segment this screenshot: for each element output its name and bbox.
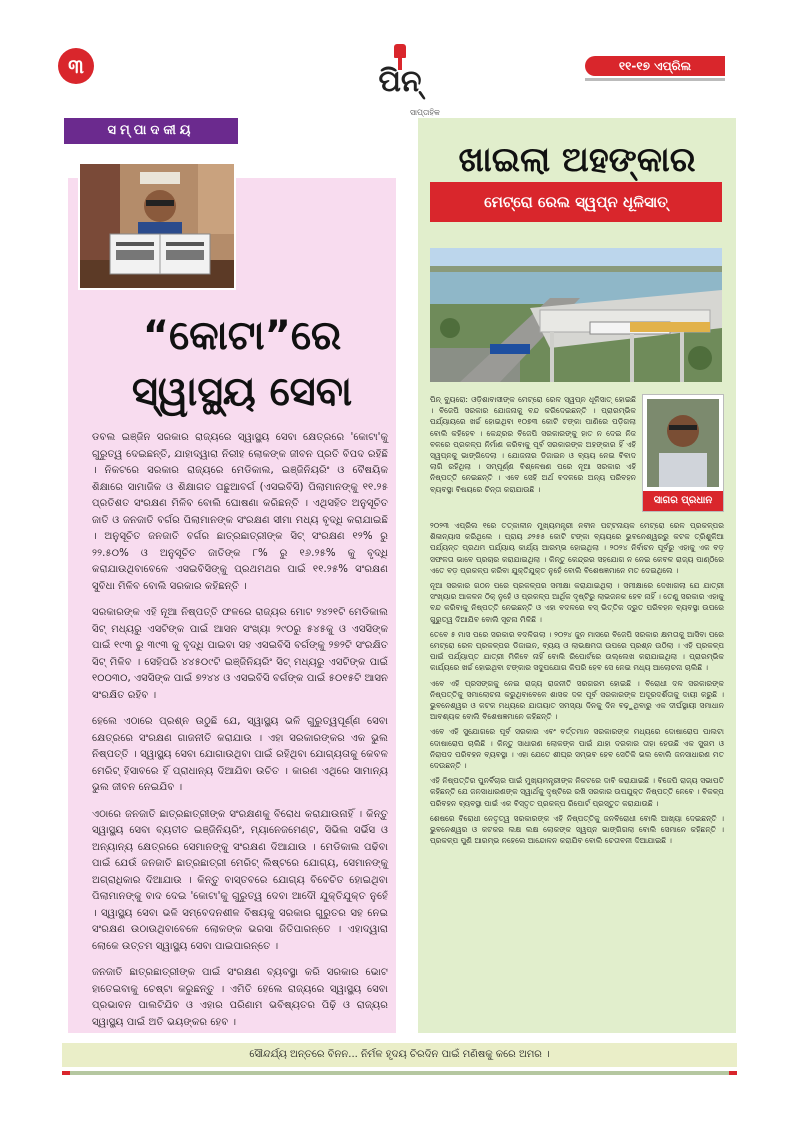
news-subheadline: ମେଟ୍ରୋ ରେଲ ସ୍ୱପ୍ନ ଧୂଳିସାତ୍ [430,182,722,222]
editorial-headline-line-1: “କୋଟା”ରେ [142,313,342,359]
news-paragraph: ଏହି ନିଷ୍ପତ୍ତିର ପୁନର୍ବିଚାର ପାଇଁ ମୁଖ୍ୟମନ୍ତ୍ରୀଙ୍କ ନିକଟରେ ଦାବି କରାଯାଇଛି । ବିଜେପି ରାଜ୍ୟ ସଭାପତି କହିଛନ୍ତି ଯେ ଜନସାଧାରଣଙ୍କ ସ୍ୱାର୍ଥକୁ ଦୃଷ୍ଟିରେ ରଖି ସରକାର ଉପଯୁକ୍ତ ନିଷ୍ପତ୍ତି ନେବେ । ବିକଳ୍ପ ପରିବହନ ବ୍ୟବସ୍ଥା ପାଇଁ ଏକ ବିସ୍ତୃତ ପ୍ରକଳ୍ପ ରିପୋର୍ଟ ପ୍ରସ୍ତୁତ କରାଯାଉଛି । [430,776,724,808]
news-column [418,118,736,1033]
editor-photo [78,162,236,290]
logo-subtitle: ସାପ୍ତାହିକ [410,108,440,117]
metro-photo [430,248,722,382]
news-paragraph: ୨୦୨୩ ଏପ୍ରିଲ ୧ରେ ତତ୍କାଳୀନ ମୁଖ୍ୟମନ୍ତ୍ରୀ ନବୀନ ପଟ୍ଟନାୟକ ମେଟ୍ରୋ ରେଳ ପ୍ରକଳ୍ପର ଶିଳାନ୍ୟାସ କରିଥିଲେ । ପ୍ରାୟ ୬୨୫୫ କୋଟି ଟଙ୍କା ବ୍ୟୟରେ ଭୁବନେଶ୍ୱରରୁ କଟକ ତ୍ରିଶୁଳିଆ ପର୍ଯ୍ୟନ୍ତ ପ୍ରଥମ ପର୍ଯ୍ୟାୟ କାର୍ଯ୍ୟ ଆରମ୍ଭ ହୋଇଥିଲା । ୨୦୨୪ ନିର୍ବାଚନ ପୂର୍ବରୁ ଏହାକୁ ଏକ ବଡ଼ ସଫଳତା ଭାବେ ପ୍ରଚାର କରାଯାଇଥିଲା । କିନ୍ତୁ କେନ୍ଦ୍ରର ସହଯୋଗ ନ ନେଇ କେବଳ ରାଜ୍ୟ ପାଣ୍ଠିରେ ଏତେ ବଡ଼ ପ୍ରକଳ୍ପ କରିବା ଯୁକ୍ତିଯୁକ୍ତ ନୁହେଁ ବୋଲି ବିଶେଷଜ୍ଞମାନେ ମତ ଦେଇଥିଲେ । [430,521,724,575]
news-paragraph: ଏବେ ଏହି ସୁଯୋଗରେ ପୂର୍ବ ସରକାର ଏବଂ ବର୍ତ୍ତମାନ ସରକାରଙ୍କ ମଧ୍ୟରେ ଦୋଷାରୋପ ପାଲଟା ଦୋଷାରୋପ ଚାଲିଛି । କିନ୍ତୁ ସାଧାରଣ ଲୋକଙ୍କ ପାଇଁ ଯାହା ଦରକାର ତାହା ହେଉଛି ଏକ ସୁଗମ ଓ ନିରାପଦ ପରିବହନ ବ୍ୟବସ୍ଥା । ଏହା ଯେତେ ଶୀଘ୍ର ସମ୍ଭବ ହେବ ସେତିକି ଭଲ ବୋଲି ଜନସାଧାରଣ ମତ ଦେଉଛନ୍ତି । [430,727,724,771]
reporter-name: ସାଗର ପ୍ରଧାନ [643,491,723,511]
editorial-paragraph: ସରକାରଙ୍କ ଏହି ନୂଆ ନିଷ୍ପତ୍ତି ଫଳରେ ରାଜ୍ୟର ମୋଟ ୨୪୨୧ଟି ମେଡିକାଲ ସିଟ୍ ମଧ୍ୟରୁ ଏସଟିଙ୍କ ପାଇଁ ଆସନ ସଂଖ୍ୟା ୨୯୦ରୁ ୫୪୫କୁ ଓ ଏସସିଙ୍କ ପାଇଁ ୧୯୩ ରୁ ୩୯୩ କୁ ବୃଦ୍ଧି ପାଇବା ସହ ଏସଇବିସି ବର୍ଗଙ୍କୁ ୨୭୨ଟି ସଂରକ୍ଷିତ ସିଟ୍ ମିଳିବ । ସେହିପରି ୪୪୫୦୯ଟି ଇଞ୍ଜିନିୟରିଂ ସିଟ୍ ମଧ୍ୟରୁ ଏସଟିଙ୍କ ପାଇଁ ୧୦୦୩୦, ଏସସିଙ୍କ ପାଇଁ ୭୨୪୪ ଓ ଏସଇବିସି ବର୍ଗଙ୍କ ପାଇଁ ୫୦୧୫ଟି ଆସନ ସଂରକ୍ଷିତ ରହିବ । [92,607,388,701]
news-headline: ଖାଇଲା ଅହଙ୍କାର [458,140,696,180]
editorial-paragraph: ଏଠାରେ ଜନଜାତି ଛାତ୍ରଛାତ୍ରୀଙ୍କ ସଂରକ୍ଷଣକୁ ବିରୋଧ କରାଯାଉନାହିଁ । କିନ୍ତୁ ସ୍ୱାସ୍ଥ୍ୟ ସେବା ବ୍ୟତୀତ ଇଞ୍ଜିନିୟରିଂ, ମ୍ୟାନେଜମେଣ୍ଟ, ସିଭିଲ ସର୍ଭିସ ଓ ଅନ୍ୟାନ୍ୟ କ୍ଷେତ୍ରରେ ସେମାନଙ୍କୁ ସଂରକ୍ଷଣ ଦିଆଯାଉ । ମେଡିକାଲ ପଢିବା ପାଇଁ ଯେଉଁ ଜନଜାତି ଛାତ୍ରଛାତ୍ରୀ ମେରିଟ୍ ଲିଷ୍ଟରେ ଯୋଗ୍ୟ, ସେମାନଙ୍କୁ ଅଗ୍ରାଧିକାର ଦିଆଯାଉ । କିନ୍ତୁ ବାସ୍ତବରେ ଯୋଗ୍ୟ ବିବେଚିତ ହୋଇଥିବା ପିଲାମାନଙ୍କୁ ବାଦ ଦେଇ 'କୋଟା'କୁ ଗୁରୁତ୍ୱ ଦେବା ଆଦୌ ଯୁକ୍ତିଯୁକ୍ତ ନୁହେଁ । ସ୍ୱାସ୍ଥ୍ୟ ସେବା ଭଳି ସମ୍ବେଦନଶୀଳ ବିଷୟକୁ ସରକାର ଗୁରୁତର ସହ ନେଇ ସଂରକ୍ଷଣ ଉଠାଉଥିବାବେଳେ ଲୋକଙ୍କ ଭରସା ଜିତିପାରନ୍ତେ । ଏହାଦ୍ୱାରା ଲୋକେ ଉତ୍ତମ ସ୍ୱାସ୍ଥ୍ୟ ସେବା ପାଇପାରନ୍ତେ । [92,808,388,952]
footer-rule-accent-right [729,1071,737,1075]
editorial-headline [88,308,396,420]
page-number: ୩ [58,48,94,84]
footer-tagline: ସୌନ୍ଦର୍ଯ୍ୟ ଅନ୍ତରେ ବିନନ... ନିର୍ମଳ ହୃଦୟ ଚିରଦିନ ପାଇଁ ମଣିଷକୁ କରେ ଅମର । [62,1043,737,1067]
news-intro [430,394,636,495]
date-rule [585,78,725,81]
footer-rule [62,1071,737,1075]
footer-rule-accent-left [62,1071,70,1075]
section-tab: ସମ୍ପାଦକୀୟ [64,118,238,144]
editorial-body [92,430,388,1041]
editorial-paragraph: ହେଲେ ଏଠାରେ ପ୍ରଶ୍ନ ଉଠୁଛି ଯେ, ସ୍ୱାସ୍ଥ୍ୟ ଭଳି ଗୁରୁତ୍ୱପୂର୍ଣ୍ଣ ସେବା କ୍ଷେତ୍ରରେ ସଂରକ୍ଷଣ ଗାଜନୀତି କରାଯାଉ । ଏହା ସରକାରଙ୍କର ଏକ ଭୁଲ ନିଷ୍ପତ୍ତି । ସ୍ୱାସ୍ଥ୍ୟ ସେବା ଯୋଗାଉଥିବା ପାଇଁ ରହିଥିବା ଯୋଗ୍ୟତାକୁ କେବଳ ମେରିଟ୍ ହିସାବରେ ହିଁ ପ୍ରାଧାନ୍ୟ ଦିଆଯିବା ଉଚିତ । କାରଣ ଏଥିରେ ସାମାନ୍ୟ ଭୁଲ ଜୀବନ ନେଇଯିବ । [92,716,388,793]
editorial-column [58,118,396,1033]
reporter-photo [647,399,719,487]
issue-date: ୧୧-୧୭ ଏପ୍ରିଲ [585,56,725,76]
news-paragraph: ତେବେ ୫ ମାସ ପରେ ସରକାର ବଦଳିଗଲା । ୨୦୨୪ ଜୁନ ମାସରେ ବିଜେପି ସରକାର କ୍ଷମତାକୁ ଆସିବା ପରେ ମେଟ୍ରୋ ରେଳ ପ୍ରକଳ୍ପର ଡିଜାଇନ, ବ୍ୟୟ ଓ ଲାଭକ୍ଷମତା ଉପରେ ପ୍ରଶ୍ନ ଉଠିଲା । ଏହି ପ୍ରକଳ୍ପ ପାଇଁ ପର୍ଯ୍ୟାପ୍ତ ଯାତ୍ରୀ ମିଳିବେ ନାହିଁ ବୋଲି ରିପୋର୍ଟରେ ଉଲ୍ଲେଖ କରାଯାଇଥିଲା । ପ୍ରାରମ୍ଭିକ କାର୍ଯ୍ୟରେ ଖର୍ଚ୍ଚ ହୋଇଥିବା ଟଙ୍କାର ସଦୁପଯୋଗ କିପରି ହେବ ସେ ନେଇ ମଧ୍ୟ ଆଲୋଚନା ଚାଲିଛି । [430,629,724,673]
editorial-paragraph: ଡବଲ ଇଞ୍ଜିନ ସରକାର ରାଜ୍ୟରେ ସ୍ୱାସ୍ଥ୍ୟ ସେବା କ୍ଷେତ୍ରରେ 'କୋଟା'କୁ ଗୁରୁତ୍ୱ ଦେଇଛନ୍ତି, ଯାହାଦ୍ୱାରା ନିରୀହ ଲୋକଙ୍କ ଜୀବନ ପ୍ରତି ବିପଦ ରହିଛି । ନିକଟରେ ସରକାର ରାଜ୍ୟରେ ମେଡିକାଲ, ଇଞ୍ଜିନିୟରିଂ ଓ ବୈଷୟିକ ଶିକ୍ଷାରେ ସାମାଜିକ ଓ ଶିକ୍ଷାଗତ ପଛୁଆବର୍ଗ (ଏସଇବିସି) ପିଲାମାନଙ୍କୁ ୧୧.୨୫ ପ୍ରତିଶତ ସଂରକ୍ଷଣ ମିଳିବ ବୋଲି ଘୋଷଣା କରିଛନ୍ତି । ଏଥିସହିତ ଅନୁସୂଚିତ ଜାତି ଓ ଜନଜାତି ବର୍ଗର ପିଲାମାନଙ୍କ ସଂରକ୍ଷଣ ସୀମା ମଧ୍ୟ ବୃଦ୍ଧି କରାଯାଇଛି । ଅନୁସୂଚିତ ଜନଜାତି ବର୍ଗର ଛାତ୍ରଛାତ୍ରୀଙ୍କ ସିଟ୍ ସଂରକ୍ଷଣ ୧୨% ରୁ ୨୨.୫୦% ଓ ଅନୁସୂଚିତ ଜାତିଙ୍କ ୮% ରୁ ୧୬.୨୫% କୁ ବୃଦ୍ଧି କରାଯାଉଥିବାବେଳେ ଏସଇବିସିଙ୍କୁ ପ୍ରଥମଥର ପାଇଁ ୧୧.୨୫% ସଂରକ୍ଷଣ ସୁବିଧା ମିଳିବ ବୋଲି ସରକାର କହିଛନ୍ତି । [92,432,388,592]
news-paragraph: ଏବେ ଏହି ପ୍ରସଙ୍ଗକୁ ନେଇ ରାଜ୍ୟ ରାଜନୀତି ସରଗରମ ହୋଇଛି । ବିରୋଧୀ ଦଳ ସରକାରଙ୍କ ନିଷ୍ପତ୍ତିକୁ ସମାଲୋଚନା କରୁଥିବାବେଳେ ଶାସକ ଦଳ ପୂର୍ବ ସରକାରଙ୍କ ଅଦୂରଦର୍ଶିତାକୁ ଦାୟୀ କରୁଛି । ଭୁବନେଶ୍ୱର ଓ କଟକ ମଧ୍ୟରେ ଯାତାୟାତ ସମସ୍ୟା ଦିନକୁ ଦିନ ବଢ଼ୁଥିବାରୁ ଏକ ଦୀର୍ଘସ୍ଥାୟୀ ସମାଧାନ ଆବଶ୍ୟକ ବୋଲି ବିଶେଷଜ୍ଞମାନେ କହିଛନ୍ତି । [430,678,724,722]
logo-text: ପିନ୍ [378,64,422,99]
editorial-headline-line-2: ସ୍ୱାସ୍ଥ୍ୟ ସେବା [131,369,353,415]
masthead-logo [350,44,450,117]
reporter-card [642,394,724,512]
news-paragraph: ଶେଷରେ ବିରୋଧୀ ନେତୃତ୍ୱ ସରକାରଙ୍କ ଏହି ନିଷ୍ପତ୍ତିକୁ ଜନବିରୋଧୀ ବୋଲି ଆଖ୍ୟା ଦେଇଛନ୍ତି । ଭୁବନେଶ୍ୱର ଓ କଟକର ଲକ୍ଷ ଲକ୍ଷ ଲୋକଙ୍କ ସ୍ୱପ୍ନ ଭାଙ୍ଗିଗଲା ବୋଲି ସେମାନେ କହିଛନ୍ତି । ପ୍ରକଳ୍ପ ପୁଣି ଆରମ୍ଭ ନହେଲେ ଆନ୍ଦୋଳନ କରାଯିବ ବୋଲି ଚେତାବନୀ ଦିଆଯାଇଛି । [430,813,724,846]
news-paragraph: ନୂଆ ସରକାର ଗଠନ ପରେ ପ୍ରକଳ୍ପର ସମୀକ୍ଷା କରାଯାଇଥିଲା । ସମୀକ୍ଷାରେ ଦେଖାଗଲା ଯେ ଯାତ୍ରୀ ସଂଖ୍ୟାର ଆକଳନ ଠିକ୍ ନୁହେଁ ଓ ପ୍ରକଳ୍ପ ଆର୍ଥିକ ଦୃଷ୍ଟିରୁ ଲାଭଜନକ ହେବ ନାହିଁ । ତେଣୁ ସରକାର ଏହାକୁ ବନ୍ଦ କରିବାକୁ ନିଷ୍ପତ୍ତି ନେଇଛନ୍ତି ଓ ଏହା ବଦଳରେ ବସ୍ ଭିତ୍ତିକ ଦ୍ରୁତ ପରିବହନ ବ୍ୟବସ୍ଥା ଉପରେ ଗୁରୁତ୍ୱ ଦିଆଯିବ ବୋଲି ସୂଚନା ମିଳିଛି । [430,581,724,624]
editorial-paragraph: ଜନଜାତି ଛାତ୍ରଛାତ୍ରୀଙ୍କ ପାଇଁ ସଂରକ୍ଷଣ ବ୍ୟବସ୍ଥା କରି ସରକାର ଭୋଟ ହାତେଇବାକୁ ଚେଷ୍ଟା କରୁଛନ୍ତୁ । ଏମିତି ହେଲେ ରାଜ୍ୟରେ ସ୍ୱାସ୍ଥ୍ୟ ସେବା ପ୍ରଭାବନ ପାଲଟିଯିବ ଓ ଏହାର ପରିଣାମ ଭବିଷ୍ୟତର ପିଢ଼ି ଓ ରାଜ୍ୟର ସ୍ୱାସ୍ଥ୍ୟ ପାଇଁ ଅତି ଭୟଙ୍କର ହେବ । [92,967,388,1028]
news-paragraph: ପିନ୍ ବ୍ୟୁରୋ: ଓଡ଼ିଶାବାସୀଙ୍କ ମେଟ୍ରୋ ରେଳ ସ୍ୱପ୍ନ ଧୂଳିସାତ୍ ହୋଇଛି । ବିଜେପି ସରକାର ଯୋଜନାକୁ ବନ୍ଦ କରିଦେଇଛନ୍ତି । ପ୍ରାରମ୍ଭିକ ପର୍ଯ୍ୟାୟରେ ଖର୍ଚ୍ଚ ହୋଇଥିବା ୧୦୭୩ କୋଟି ଟଙ୍କା ପାଣିରେ ପଡ଼ିଗଲା ବୋଲି କହିହେବ । କେନ୍ଦ୍ରର ବିଜେପି ସରକାରଙ୍କୁ ହାତ ନ ଦେଇ ନିଜ ବଳରେ ପ୍ରକଳ୍ପ ନିର୍ମାଣ କରିବାକୁ ପୂର୍ବ ସରକାରଙ୍କ ଅହଙ୍କାର ହିଁ ଏହି ସ୍ୱପ୍ନକୁ ଭାଙ୍ଗିଦେଲା । ଯୋଜନାର ଡିଜାଇନ ଓ ବ୍ୟୟ ନେଇ ବିବାଦ ଲାଗି ରହିଥିଲା । ସମ୍ପୂର୍ଣ୍ଣ ବିଶ୍ଳେଷଣ ପରେ ନୂଆ ସରକାର ଏହି ନିଷ୍ପତ୍ତି ନେଇଛନ୍ତି । ଏବେ ସେହି ଅର୍ଥ ବଦଳରେ ଅନ୍ୟ ପରିବହନ ବ୍ୟବସ୍ଥା ବିଷୟରେ ଚିନ୍ତା କରାଯାଉଛି । [430,395,636,494]
news-body [430,520,724,850]
